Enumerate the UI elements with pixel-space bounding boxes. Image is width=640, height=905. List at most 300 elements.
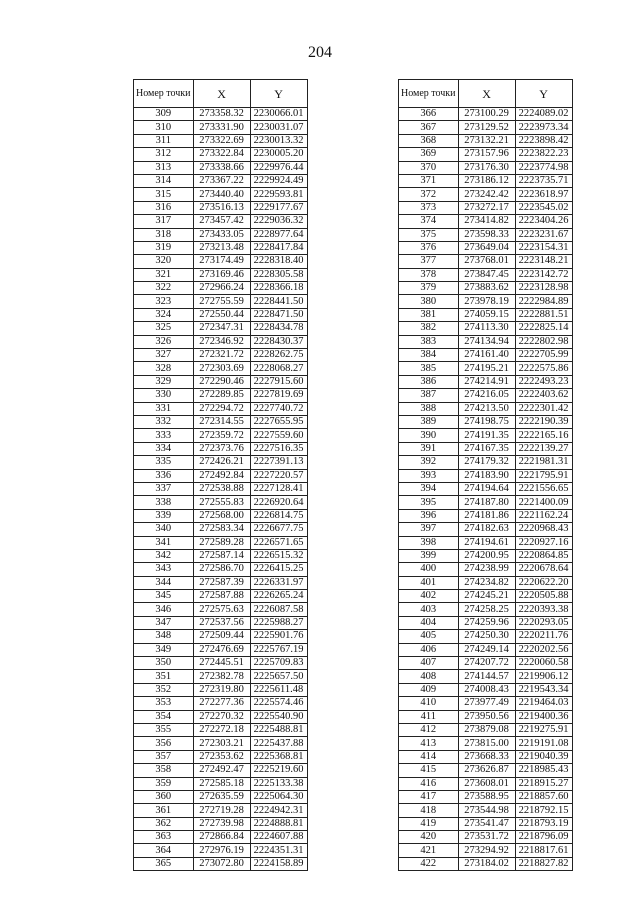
point-number-cell: 323 [134,295,194,308]
point-number-cell: 422 [399,857,459,870]
x-coordinate-cell: 273367.22 [193,174,250,187]
point-number-cell: 381 [399,308,459,321]
table-header-row [399,80,573,108]
table-row [134,643,308,656]
x-coordinate-cell: 274167.35 [458,442,515,455]
y-coordinate-cell: 2225901.76 [250,630,307,643]
x-coordinate-cell: 273541.47 [458,817,515,830]
x-coordinate-cell: 274200.95 [458,549,515,562]
point-number-cell: 317 [134,215,194,228]
point-number-cell: 392 [399,456,459,469]
table-row [399,188,573,201]
point-number-cell: 416 [399,777,459,790]
point-number-cell: 419 [399,817,459,830]
point-number-cell: 375 [399,228,459,241]
y-coordinate-cell: 2226677.75 [250,523,307,536]
point-number-cell: 405 [399,630,459,643]
y-coordinate-cell: 2225064.30 [250,790,307,803]
table-row [399,737,573,750]
point-number-cell: 385 [399,362,459,375]
y-coordinate-cell: 2222493.23 [515,375,572,388]
x-coordinate-cell: 273768.01 [458,255,515,268]
table-row [134,215,308,228]
x-coordinate-cell: 272866.84 [193,831,250,844]
table-row [134,308,308,321]
table-row [399,817,573,830]
point-number-cell: 394 [399,482,459,495]
x-coordinate-cell: 272583.34 [193,523,250,536]
point-number-cell: 330 [134,389,194,402]
x-coordinate-cell: 272347.31 [193,322,250,335]
y-coordinate-cell: 2228417.84 [250,241,307,254]
x-coordinate-cell: 273072.80 [193,857,250,870]
point-number-cell: 388 [399,402,459,415]
point-number-cell: 369 [399,148,459,161]
point-number-cell: 415 [399,764,459,777]
point-number-cell: 382 [399,322,459,335]
table-row [134,469,308,482]
point-number-cell: 329 [134,375,194,388]
point-number-cell: 341 [134,536,194,549]
table-row [399,482,573,495]
y-coordinate-cell: 2227128.41 [250,482,307,495]
x-coordinate-cell: 273213.48 [193,241,250,254]
header-y: Y [515,80,572,108]
table-row [134,496,308,509]
y-coordinate-cell: 2218817.61 [515,844,572,857]
x-coordinate-cell: 272538.88 [193,482,250,495]
x-coordinate-cell: 273322.69 [193,134,250,147]
y-coordinate-cell: 2219906.12 [515,670,572,683]
y-coordinate-cell: 2225574.46 [250,697,307,710]
x-coordinate-cell: 273186.12 [458,174,515,187]
x-coordinate-cell: 272290.46 [193,375,250,388]
x-coordinate-cell: 274259.96 [458,616,515,629]
point-number-cell: 391 [399,442,459,455]
point-number-cell: 340 [134,523,194,536]
table-row [399,268,573,281]
x-coordinate-cell: 274234.82 [458,576,515,589]
point-number-cell: 365 [134,857,194,870]
table-row [399,121,573,134]
point-number-cell: 343 [134,563,194,576]
table-row [134,442,308,455]
point-number-cell: 387 [399,389,459,402]
y-coordinate-cell: 2228441.50 [250,295,307,308]
y-coordinate-cell: 2222403.62 [515,389,572,402]
x-coordinate-cell: 273322.84 [193,148,250,161]
point-number-cell: 406 [399,643,459,656]
x-coordinate-cell: 272585.18 [193,777,250,790]
x-coordinate-cell: 274238.99 [458,563,515,576]
x-coordinate-cell: 274161.40 [458,349,515,362]
table-row [134,134,308,147]
y-coordinate-cell: 2230013.32 [250,134,307,147]
point-number-cell: 314 [134,174,194,187]
y-coordinate-cell: 2221981.31 [515,456,572,469]
x-coordinate-cell: 272294.72 [193,402,250,415]
table-row [134,630,308,643]
point-number-cell: 362 [134,817,194,830]
x-coordinate-cell: 273440.40 [193,188,250,201]
x-coordinate-cell: 274008.43 [458,683,515,696]
table-row [399,215,573,228]
y-coordinate-cell: 2230066.01 [250,108,307,121]
y-coordinate-cell: 2224158.89 [250,857,307,870]
table-row [399,255,573,268]
table-row [399,576,573,589]
point-number-cell: 395 [399,496,459,509]
point-number-cell: 370 [399,161,459,174]
y-coordinate-cell: 2218857.60 [515,790,572,803]
y-coordinate-cell: 2226814.75 [250,509,307,522]
table-row [399,496,573,509]
table-row [134,817,308,830]
y-coordinate-cell: 2229924.49 [250,174,307,187]
table-row [399,844,573,857]
y-coordinate-cell: 2225437.88 [250,737,307,750]
point-number-cell: 377 [399,255,459,268]
table-row [134,389,308,402]
table-row [399,603,573,616]
table-row [399,764,573,777]
x-coordinate-cell: 272719.28 [193,804,250,817]
point-number-cell: 418 [399,804,459,817]
table-row [134,590,308,603]
point-number-cell: 371 [399,174,459,187]
y-coordinate-cell: 2218827.82 [515,857,572,870]
table-row [399,509,573,522]
point-number-cell: 396 [399,509,459,522]
x-coordinate-cell: 272445.51 [193,657,250,670]
x-coordinate-cell: 272303.69 [193,362,250,375]
point-number-cell: 316 [134,201,194,214]
y-coordinate-cell: 2224089.02 [515,108,572,121]
table-row [134,148,308,161]
point-number-cell: 403 [399,603,459,616]
table-row [399,349,573,362]
point-number-cell: 402 [399,590,459,603]
y-coordinate-cell: 2229036.32 [250,215,307,228]
y-coordinate-cell: 2225133.38 [250,777,307,790]
y-coordinate-cell: 2223898.42 [515,134,572,147]
y-coordinate-cell: 2228305.58 [250,268,307,281]
x-coordinate-cell: 272346.92 [193,335,250,348]
y-coordinate-cell: 2218793.19 [515,817,572,830]
y-coordinate-cell: 2226265.24 [250,590,307,603]
x-coordinate-cell: 272272.18 [193,723,250,736]
table-row [399,241,573,254]
table-row [134,603,308,616]
x-coordinate-cell: 274194.64 [458,482,515,495]
table-body [134,108,308,871]
point-number-cell: 348 [134,630,194,643]
y-coordinate-cell: 2220927.16 [515,536,572,549]
point-number-cell: 346 [134,603,194,616]
x-coordinate-cell: 273157.96 [458,148,515,161]
point-number-cell: 334 [134,442,194,455]
y-coordinate-cell: 2228318.40 [250,255,307,268]
table-row [134,670,308,683]
table-row [399,308,573,321]
point-number-cell: 324 [134,308,194,321]
x-coordinate-cell: 274181.86 [458,509,515,522]
table-row [399,228,573,241]
point-number-cell: 354 [134,710,194,723]
x-coordinate-cell: 272476.69 [193,643,250,656]
table-row [134,657,308,670]
x-coordinate-cell: 274195.21 [458,362,515,375]
y-coordinate-cell: 2223822.23 [515,148,572,161]
table-row [134,697,308,710]
y-coordinate-cell: 2224607.88 [250,831,307,844]
table-row [134,804,308,817]
y-coordinate-cell: 2220393.38 [515,603,572,616]
point-number-cell: 327 [134,349,194,362]
x-coordinate-cell: 272303.21 [193,737,250,750]
y-coordinate-cell: 2220864.85 [515,549,572,562]
point-number-cell: 332 [134,415,194,428]
point-number-cell: 400 [399,563,459,576]
table-row [399,429,573,442]
point-number-cell: 364 [134,844,194,857]
x-coordinate-cell: 273169.46 [193,268,250,281]
table-row [399,750,573,763]
table-row [134,362,308,375]
table-row [134,844,308,857]
x-coordinate-cell: 274250.30 [458,630,515,643]
point-number-cell: 367 [399,121,459,134]
y-coordinate-cell: 2223148.21 [515,255,572,268]
table-row [399,777,573,790]
table-row [134,563,308,576]
x-coordinate-cell: 273457.42 [193,215,250,228]
y-coordinate-cell: 2223735.71 [515,174,572,187]
x-coordinate-cell: 273414.82 [458,215,515,228]
x-coordinate-cell: 273598.33 [458,228,515,241]
y-coordinate-cell: 2220505.88 [515,590,572,603]
y-coordinate-cell: 2221556.65 [515,482,572,495]
x-coordinate-cell: 273132.21 [458,134,515,147]
point-number-cell: 421 [399,844,459,857]
x-coordinate-cell: 273608.01 [458,777,515,790]
x-coordinate-cell: 272755.59 [193,295,250,308]
y-coordinate-cell: 2227516.35 [250,442,307,455]
y-coordinate-cell: 2225709.83 [250,657,307,670]
y-coordinate-cell: 2220202.56 [515,643,572,656]
table-row [134,523,308,536]
x-coordinate-cell: 273978.19 [458,295,515,308]
point-number-cell: 363 [134,831,194,844]
x-coordinate-cell: 273847.45 [458,268,515,281]
y-coordinate-cell: 2227391.13 [250,456,307,469]
point-number-cell: 383 [399,335,459,348]
x-coordinate-cell: 274182.63 [458,523,515,536]
x-coordinate-cell: 272739.98 [193,817,250,830]
y-coordinate-cell: 2228262.75 [250,349,307,362]
table-row [399,282,573,295]
y-coordinate-cell: 2225368.81 [250,750,307,763]
x-coordinate-cell: 272575.63 [193,603,250,616]
table-row [134,429,308,442]
y-coordinate-cell: 2218796.09 [515,831,572,844]
y-coordinate-cell: 2225540.90 [250,710,307,723]
x-coordinate-cell: 273433.05 [193,228,250,241]
x-coordinate-cell: 272492.84 [193,469,250,482]
y-coordinate-cell: 2220060.58 [515,657,572,670]
point-number-cell: 335 [134,456,194,469]
table-row [134,335,308,348]
point-number-cell: 325 [134,322,194,335]
table-row [399,108,573,121]
point-number-cell: 355 [134,723,194,736]
y-coordinate-cell: 2220622.20 [515,576,572,589]
y-coordinate-cell: 2222705.99 [515,349,572,362]
x-coordinate-cell: 272976.19 [193,844,250,857]
table-row [134,831,308,844]
x-coordinate-cell: 274198.75 [458,415,515,428]
x-coordinate-cell: 272321.72 [193,349,250,362]
x-coordinate-cell: 272537.56 [193,616,250,629]
table-row [399,536,573,549]
x-coordinate-cell: 272509.44 [193,630,250,643]
x-coordinate-cell: 272635.59 [193,790,250,803]
x-coordinate-cell: 272382.78 [193,670,250,683]
table-row [399,295,573,308]
x-coordinate-cell: 272966.24 [193,282,250,295]
y-coordinate-cell: 2225488.81 [250,723,307,736]
x-coordinate-cell: 274249.14 [458,643,515,656]
point-number-cell: 331 [134,402,194,415]
table-row [399,616,573,629]
y-coordinate-cell: 2220678.64 [515,563,572,576]
point-number-cell: 319 [134,241,194,254]
y-coordinate-cell: 2225657.50 [250,670,307,683]
table-row [399,590,573,603]
point-number-cell: 310 [134,121,194,134]
x-coordinate-cell: 273294.92 [458,844,515,857]
point-number-cell: 337 [134,482,194,495]
x-coordinate-cell: 273879.08 [458,723,515,736]
point-number-cell: 344 [134,576,194,589]
point-number-cell: 417 [399,790,459,803]
point-number-cell: 386 [399,375,459,388]
x-coordinate-cell: 274245.21 [458,590,515,603]
y-coordinate-cell: 2223404.26 [515,215,572,228]
y-coordinate-cell: 2219464.03 [515,697,572,710]
y-coordinate-cell: 2223142.72 [515,268,572,281]
table-row [399,442,573,455]
x-coordinate-cell: 272289.85 [193,389,250,402]
y-coordinate-cell: 2226087.58 [250,603,307,616]
header-x: X [193,80,250,108]
y-coordinate-cell: 2228977.64 [250,228,307,241]
point-number-cell: 328 [134,362,194,375]
y-coordinate-cell: 2222301.42 [515,402,572,415]
y-coordinate-cell: 2223231.67 [515,228,572,241]
table-row [399,643,573,656]
x-coordinate-cell: 274059.15 [458,308,515,321]
point-number-cell: 342 [134,549,194,562]
point-number-cell: 313 [134,161,194,174]
y-coordinate-cell: 2218915.27 [515,777,572,790]
x-coordinate-cell: 272270.32 [193,710,250,723]
y-coordinate-cell: 2225219.60 [250,764,307,777]
y-coordinate-cell: 2228471.50 [250,308,307,321]
x-coordinate-cell: 274214.91 [458,375,515,388]
table-body [399,108,573,871]
table-row [399,857,573,870]
point-number-cell: 312 [134,148,194,161]
point-number-cell: 357 [134,750,194,763]
table-row [134,402,308,415]
x-coordinate-cell: 274134.94 [458,335,515,348]
point-number-cell: 410 [399,697,459,710]
point-number-cell: 361 [134,804,194,817]
page-number: 204 [308,44,332,61]
point-number-cell: 379 [399,282,459,295]
y-coordinate-cell: 2223545.02 [515,201,572,214]
point-number-cell: 401 [399,576,459,589]
point-number-cell: 333 [134,429,194,442]
table-row [134,188,308,201]
x-coordinate-cell: 273544.98 [458,804,515,817]
point-number-cell: 374 [399,215,459,228]
y-coordinate-cell: 2223618.97 [515,188,572,201]
x-coordinate-cell: 274113.30 [458,322,515,335]
point-number-cell: 311 [134,134,194,147]
point-number-cell: 413 [399,737,459,750]
table-row [134,349,308,362]
table-row [134,174,308,187]
x-coordinate-cell: 273338.66 [193,161,250,174]
y-coordinate-cell: 2219400.36 [515,710,572,723]
point-number-cell: 368 [399,134,459,147]
table-row [134,549,308,562]
x-coordinate-cell: 274258.25 [458,603,515,616]
point-number-cell: 338 [134,496,194,509]
table-row [399,697,573,710]
table-row [134,683,308,696]
x-coordinate-cell: 274183.90 [458,469,515,482]
y-coordinate-cell: 2222165.16 [515,429,572,442]
y-coordinate-cell: 2225988.27 [250,616,307,629]
point-number-cell: 399 [399,549,459,562]
point-number-cell: 326 [134,335,194,348]
x-coordinate-cell: 273331.90 [193,121,250,134]
y-coordinate-cell: 2222881.51 [515,308,572,321]
y-coordinate-cell: 2226920.64 [250,496,307,509]
table-row [399,161,573,174]
x-coordinate-cell: 272353.62 [193,750,250,763]
table-row [399,523,573,536]
point-number-cell: 360 [134,790,194,803]
table-row [399,389,573,402]
point-number-cell: 384 [399,349,459,362]
x-coordinate-cell: 274187.80 [458,496,515,509]
x-coordinate-cell: 273184.02 [458,857,515,870]
y-coordinate-cell: 2220293.05 [515,616,572,629]
table-row [399,670,573,683]
y-coordinate-cell: 2223128.98 [515,282,572,295]
y-coordinate-cell: 2219040.39 [515,750,572,763]
x-coordinate-cell: 273242.42 [458,188,515,201]
point-number-cell: 404 [399,616,459,629]
point-number-cell: 321 [134,268,194,281]
table-row [134,723,308,736]
point-number-cell: 372 [399,188,459,201]
y-coordinate-cell: 2221795.91 [515,469,572,482]
